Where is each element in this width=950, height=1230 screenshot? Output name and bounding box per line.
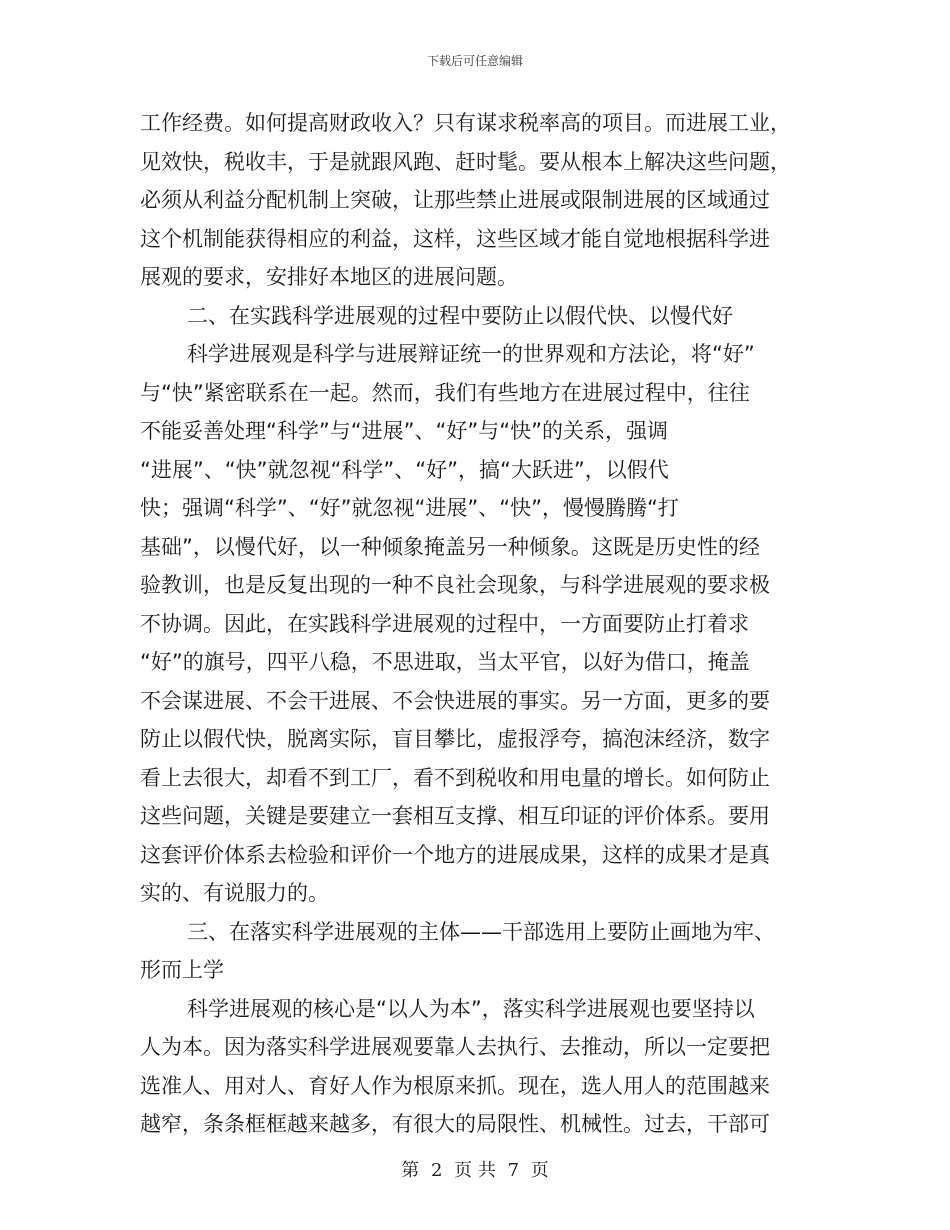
text-line: 三、在落实科学进展观的主体——干部选用上要防止画地为牢、 — [187, 919, 775, 944]
text-line: 与“快”紧密联系在一起。然而，我们有些地方在进展过程中，往往 — [140, 380, 750, 405]
footer-middle: 页 共 — [454, 1160, 496, 1181]
text-line: 验教训，也是反复出现的一种不良社会现象，与科学进展观的要求极 — [140, 573, 770, 597]
text-line: 见效快，税收丰，于是就跟风跑、赶时髦。要从根本上解决这些问题， — [140, 149, 791, 174]
footer-prefix: 第 — [401, 1160, 420, 1181]
text-line: 实的、有说服力的。 — [140, 881, 329, 905]
text-line: 防止以假代快，脱离实际，盲目攀比，虚报浮夸，搞泡沫经济，数字 — [140, 727, 770, 751]
text-line: 展观的要求，安排好本地区的进展问题。 — [140, 265, 518, 289]
text-line: 不会谋进展、不会干进展、不会快进展的事实。另一方面，更多的要 — [140, 688, 770, 713]
page-header: 下载后可任意编辑 — [426, 54, 523, 68]
text-line: 形而上学 — [140, 958, 224, 982]
footer-suffix: 页 — [530, 1160, 549, 1181]
text-line: “好”的旗号，四平八稳，不思进取，当太平官，以好为借口，掩盖 — [140, 650, 750, 674]
footer-current-page: 2 — [430, 1160, 443, 1181]
text-line: 这套评价体系去检验和评价一个地方的进展成果，这样的成果才是真 — [140, 842, 770, 867]
text-line: 不能妥善处理“科学”与“进展”、“好”与“快”的关系，强调 — [140, 419, 669, 443]
text-line: 二、在实践科学进展观的过程中要防止以假代快、以慢代好 — [187, 303, 733, 328]
text-line: 这个机制能获得相应的利益，这样，这些区域才能自觉地根据科学进 — [140, 226, 770, 251]
text-line: 科学进展观是科学与进展辩证统一的世界观和方法论，将“好” — [187, 342, 755, 366]
text-line: 不协调。因此，在实践科学进展观的过程中，一方面要防止打着求 — [140, 611, 749, 636]
text-line: 这些问题，关键是要建立一套相互支撑、相互印证的评价体系。要用 — [140, 804, 770, 828]
text-line: 科学进展观的核心是“以人为本”，落实科学进展观也要坚持以 — [187, 996, 755, 1021]
text-line: “进展”、“快”就忽视“科学”、“好”，搞“大跃进”，以假代 — [140, 457, 669, 482]
text-line: 越窄，条条框框越来越多，有很大的局限性、机械性。过去，干部可 — [140, 1112, 770, 1136]
text-line: 工作经费。如何提高财政收入？只有谋求税率高的项目。而进展工业， — [140, 111, 791, 135]
text-line: 选准人、用对人、育好人作为根原来抓。现在，选人用人的范围越来 — [140, 1073, 770, 1098]
text-line: 基础”，以慢代好，以一种倾象掩盖另一种倾象。这既是历史性的经 — [140, 534, 760, 559]
document-body — [140, 104, 816, 1144]
text-line: 必须从利益分配机制上突破，让那些禁止进展或限制进展的区域通过 — [140, 188, 770, 212]
text-line: 看上去很大，却看不到工厂，看不到税收和用电量的增长。如何防止 — [140, 765, 770, 790]
text-line: 快；强调“科学”、“好”就忽视“进展”、“快”，慢慢腾腾“打 — [140, 496, 679, 520]
page-number-footer — [0, 1156, 950, 1182]
text-line: 人为本。因为落实科学进展观要靠人去执行、去推动，所以一定要把 — [140, 1035, 770, 1059]
footer-total-pages: 7 — [507, 1160, 520, 1181]
